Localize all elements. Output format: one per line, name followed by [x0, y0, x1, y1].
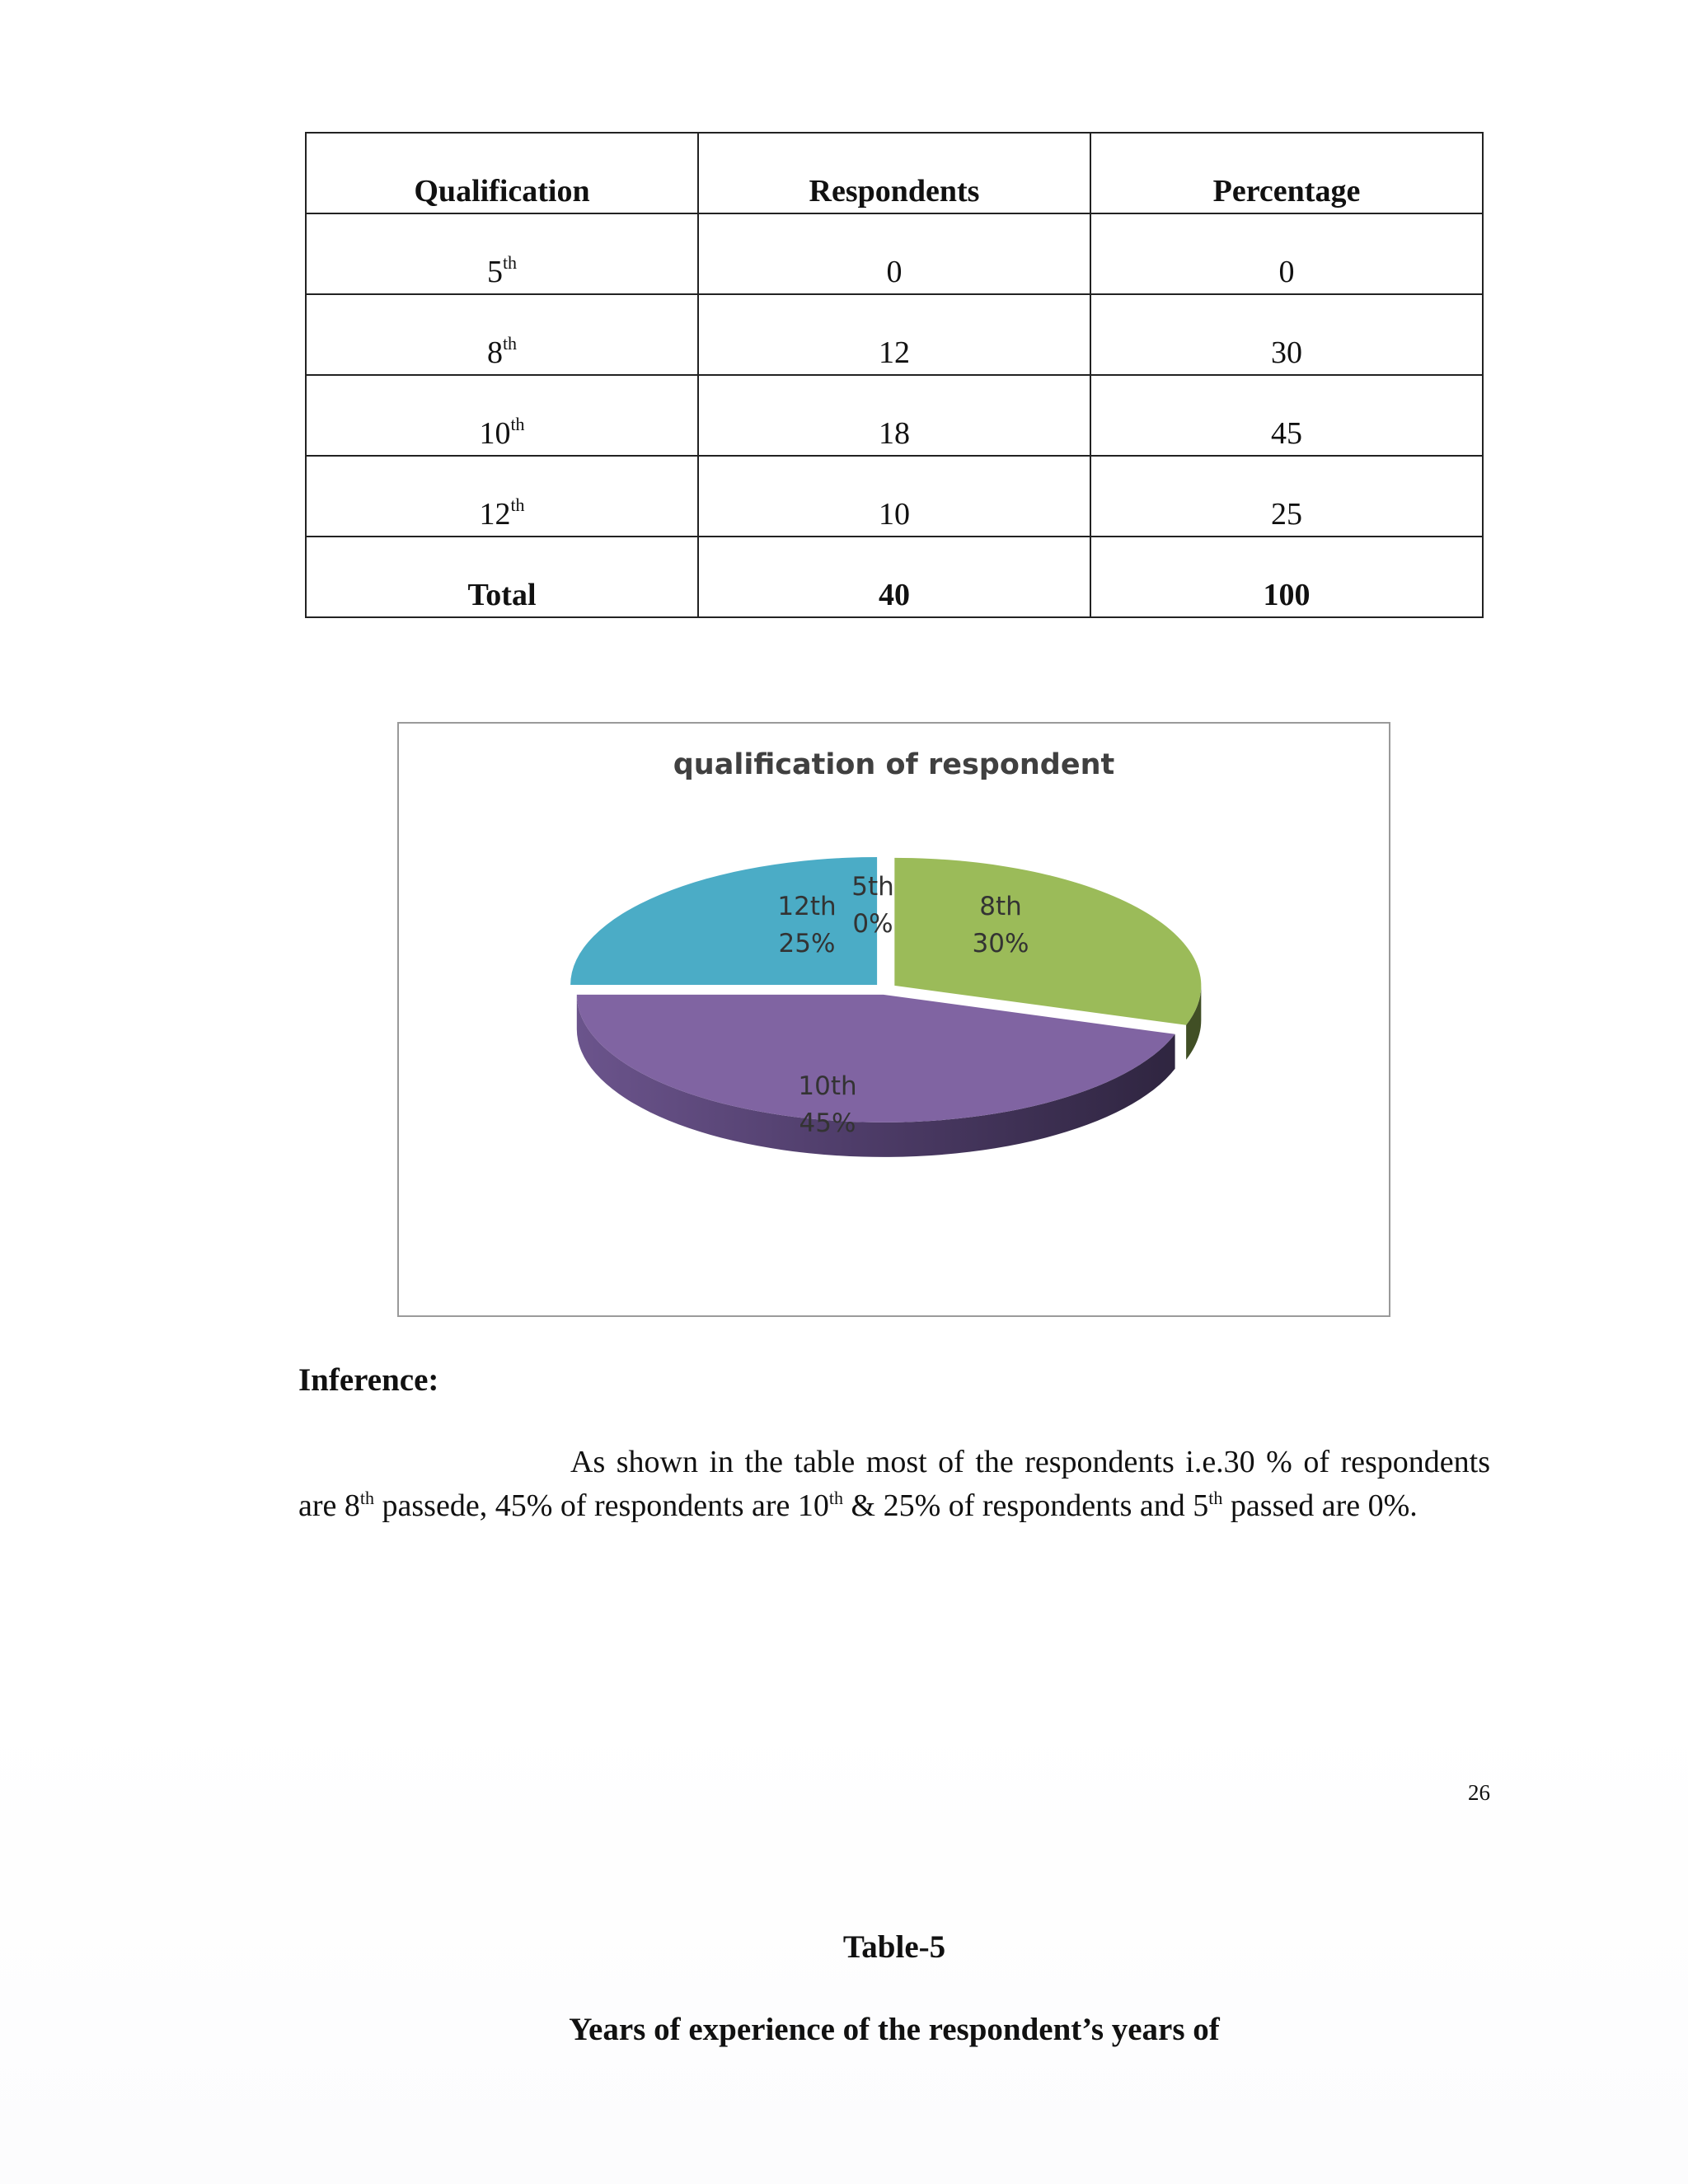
pie-value-label-12th: 25% — [778, 929, 836, 958]
column-header-qualification: Qualification — [306, 133, 698, 213]
total-label-cell: Total — [306, 537, 698, 617]
respondents-cell: 18 — [698, 375, 1090, 456]
table-row — [306, 456, 1483, 537]
qualification-cell: 12th — [306, 456, 698, 537]
pie-value-label-10th: 45% — [799, 1108, 856, 1138]
column-header-percentage: Percentage — [1090, 133, 1483, 213]
respondents-cell: 10 — [698, 456, 1090, 537]
table-title: Years of experience of the respondent’s years of — [569, 2012, 1220, 2047]
inference-heading: Inference: — [298, 1362, 439, 1398]
inference-paragraph: As shown in the table most of the respondents i.e.30 % of respondents are 8th passede, 45% of respondents are 10th & 25% of respondents and 5th passed are 0%. — [298, 1445, 1490, 1523]
pie-label-12th: 12th — [777, 892, 837, 921]
chart-title: qualification of respondent — [673, 748, 1115, 781]
table-row — [306, 294, 1483, 375]
table-row — [306, 375, 1483, 456]
pie-slice-10th — [577, 995, 1175, 1157]
total-respondents-cell: 40 — [698, 537, 1090, 617]
qualification-cell: 8th — [306, 294, 698, 375]
pie-value-label-8th: 30% — [972, 929, 1029, 958]
pie-label-5th: 5th — [851, 872, 894, 902]
percentage-cell: 0 — [1090, 213, 1483, 294]
pie-label-10th: 10th — [798, 1071, 857, 1101]
qualification-cell: 10th — [306, 375, 698, 456]
pie-chart — [397, 722, 1390, 1317]
page-number: 26 — [1468, 1780, 1490, 1805]
total-percentage-cell: 100 — [1090, 537, 1483, 617]
respondents-cell: 12 — [698, 294, 1090, 375]
qualification-table — [305, 132, 1484, 618]
percentage-cell: 25 — [1090, 456, 1483, 537]
column-header-respondents: Respondents — [698, 133, 1090, 213]
pie-chart-canvas — [399, 724, 1389, 1315]
table-total-row — [306, 537, 1483, 617]
table-header-row — [306, 133, 1483, 213]
qualification-cell: 5th — [306, 213, 698, 294]
respondents-cell: 0 — [698, 213, 1090, 294]
table-row — [306, 213, 1483, 294]
percentage-cell: 45 — [1090, 375, 1483, 456]
percentage-cell: 30 — [1090, 294, 1483, 375]
pie-value-label-5th: 0% — [852, 909, 893, 939]
pie-label-8th: 8th — [979, 892, 1022, 921]
table-caption: Table-5 — [842, 1929, 946, 1965]
